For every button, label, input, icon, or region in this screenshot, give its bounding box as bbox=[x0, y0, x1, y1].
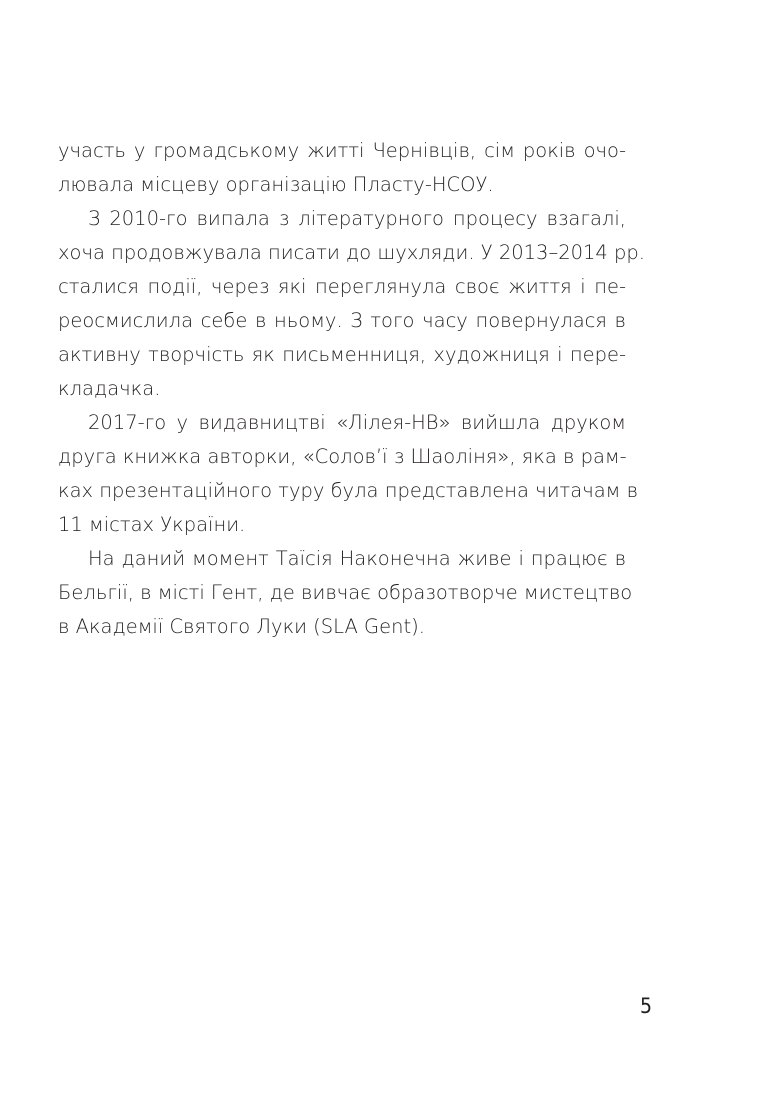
text-line: З 2010-го випала з літературного процесу взагалі, bbox=[88, 207, 626, 230]
paragraph bbox=[58, 542, 633, 644]
body-text bbox=[58, 134, 645, 644]
page-number: 5 bbox=[639, 994, 653, 1018]
text-line: лювала місцеву організацію Пласту-НСОУ. bbox=[58, 173, 494, 196]
text-line: 2017-го у видавництві «Лілея-НВ» вийшла друком bbox=[88, 411, 626, 434]
paragraph bbox=[58, 406, 639, 542]
text-line: кладачка. bbox=[58, 377, 161, 400]
text-line: сталися події, через які переглянула своє життя і пе- bbox=[58, 275, 626, 298]
paragraph bbox=[58, 134, 626, 202]
text-line: ках презентаційного туру була представлена читачам в bbox=[58, 479, 639, 502]
text-line: в Академії Святого Луки (SLA Gent). bbox=[58, 615, 425, 638]
text-line: Бельгії, в місті Гент, де вивчає образотворче мистецтво bbox=[58, 581, 633, 604]
paragraph bbox=[58, 202, 645, 406]
text-line: На даний момент Таїсія Наконечна живе і працює в bbox=[88, 547, 626, 570]
text-line: активну творчість як письменниця, художниця і пере- bbox=[58, 343, 626, 366]
text-line: участь у громадському житті Чернівців, сім років очо- bbox=[58, 139, 626, 162]
text-line: друга книжка авторки, «Солов’ї з Шаоліня», яка в рам- bbox=[58, 445, 627, 468]
text-line: хоча продовжувала писати до шухляди. У 2013–2014 рр. bbox=[58, 241, 645, 264]
text-line: реосмислила себе в ньому. З того часу повернулася в bbox=[58, 309, 626, 332]
text-line: 11 містах України. bbox=[58, 513, 246, 536]
